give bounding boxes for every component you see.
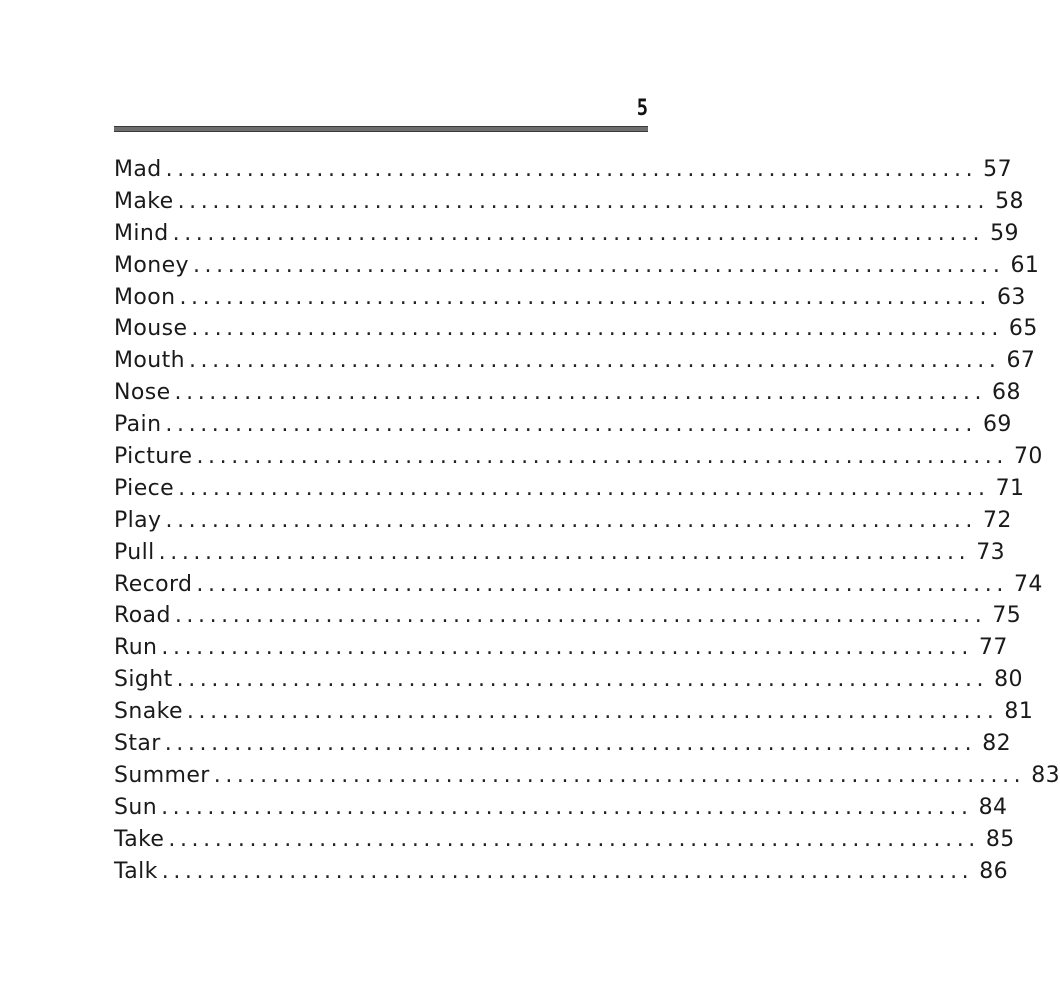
toc-entry[interactable] [114,409,1012,441]
toc-page-number: 70 [1014,444,1043,470]
toc-leader: ...................................................................... [196,444,1008,470]
toc-entry[interactable] [114,505,1012,537]
toc-page-number: 77 [978,635,1008,661]
toc-entry[interactable] [114,473,1025,505]
toc-entry[interactable] [114,824,1015,856]
toc-leader: ...................................................................... [177,188,990,214]
toc-leader: ...................................................................... [186,699,999,725]
toc-page-number: 58 [995,188,1024,214]
toc-term: Talk [114,858,158,884]
toc-entry[interactable] [114,537,1005,569]
toc-entry[interactable] [114,664,1023,696]
toc-leader: ...................................................................... [172,220,985,246]
toc-page-number: 84 [978,794,1008,820]
toc-term: Moon [114,284,176,310]
toc-leader: ...................................................................... [178,475,990,501]
toc-leader: ...................................................................... [213,762,1026,788]
toc-page-number: 63 [996,284,1026,310]
toc-page-number: 80 [994,667,1023,693]
table-of-contents [114,154,1060,887]
toc-term: Star [114,731,161,757]
toc-page-number: 86 [979,858,1009,884]
toc-page-number: 81 [1004,699,1034,725]
toc-entry[interactable] [114,569,1043,601]
toc-leader: ...................................................................... [165,412,977,438]
toc-term: Money [114,252,189,278]
toc-term: Mouse [114,316,188,342]
toc-term: Piece [114,475,175,501]
toc-term: Run [114,635,158,661]
toc-page-number: 69 [982,412,1012,438]
toc-term: Snake [114,699,183,725]
toc-page-number: 65 [1008,316,1038,342]
header-rule [114,126,648,132]
toc-entry[interactable] [114,792,1008,824]
toc-term: Mouth [114,348,185,374]
toc-term: Play [114,507,162,533]
toc-entry[interactable] [114,186,1024,218]
toc-term: Mind [114,220,169,246]
toc-leader: ...................................................................... [161,635,973,661]
toc-entry[interactable] [114,696,1034,728]
toc-term: Record [114,571,193,597]
toc-term: Road [114,603,171,629]
toc-leader: ...................................................................... [174,380,987,406]
toc-entry[interactable] [114,218,1019,250]
toc-page-number: 74 [1013,571,1043,597]
toc-leader: ...................................................................... [176,667,989,693]
toc-term: Take [114,826,165,852]
toc-term: Summer [114,762,210,788]
toc-entry[interactable] [114,377,1021,409]
toc-term: Sun [114,794,158,820]
toc-leader: ...................................................................... [168,826,980,852]
toc-entry[interactable] [114,441,1043,473]
toc-term: Make [114,188,174,214]
toc-term: Picture [114,444,193,470]
page-number: 5 [636,96,648,121]
toc-leader: ...................................................................... [196,571,1008,597]
toc-entry[interactable] [114,760,1060,792]
toc-entry[interactable] [114,632,1008,664]
toc-entry[interactable] [114,856,1009,888]
toc-leader: ...................................................................... [161,858,974,884]
toc-page-number: 85 [985,826,1015,852]
toc-page-number: 83 [1031,762,1060,788]
toc-page-number: 67 [1006,348,1036,374]
toc-entry[interactable] [114,728,1012,760]
toc-page-number: 71 [995,475,1025,501]
toc-leader: ...................................................................... [158,539,971,565]
toc-leader: ...................................................................... [191,316,1003,342]
toc-term: Sight [114,667,173,693]
toc-page-number: 59 [990,220,1019,246]
toc-page-number: 82 [982,731,1012,757]
toc-page-number: 68 [992,380,1021,406]
toc-leader: ...................................................................... [179,284,991,310]
toc-page-number: 75 [992,603,1022,629]
toc-page-number: 57 [983,157,1012,182]
toc-entry[interactable] [114,313,1038,345]
toc-entry[interactable] [114,154,1012,186]
toc-leader: ...................................................................... [165,507,978,533]
toc-leader: ...................................................................... [188,348,1001,374]
toc-term: Nose [114,380,171,406]
toc-entry[interactable] [114,600,1022,632]
toc-leader: ...................................................................... [174,603,987,629]
toc-leader: ...................................................................... [164,731,977,757]
toc-entry[interactable] [114,250,1040,282]
toc-leader: ...................................................................... [192,252,1005,278]
toc-page-number: 72 [983,507,1012,533]
toc-leader: ...................................................................... [165,157,978,182]
toc-entry[interactable] [114,282,1026,314]
toc-term: Pull [114,539,155,565]
toc-term: Mad [114,157,162,182]
toc-page-number: 73 [976,539,1005,565]
toc-page-number: 61 [1010,252,1040,278]
toc-leader: ...................................................................... [161,794,973,820]
toc-term: Pain [114,412,162,438]
toc-entry[interactable] [114,345,1036,377]
